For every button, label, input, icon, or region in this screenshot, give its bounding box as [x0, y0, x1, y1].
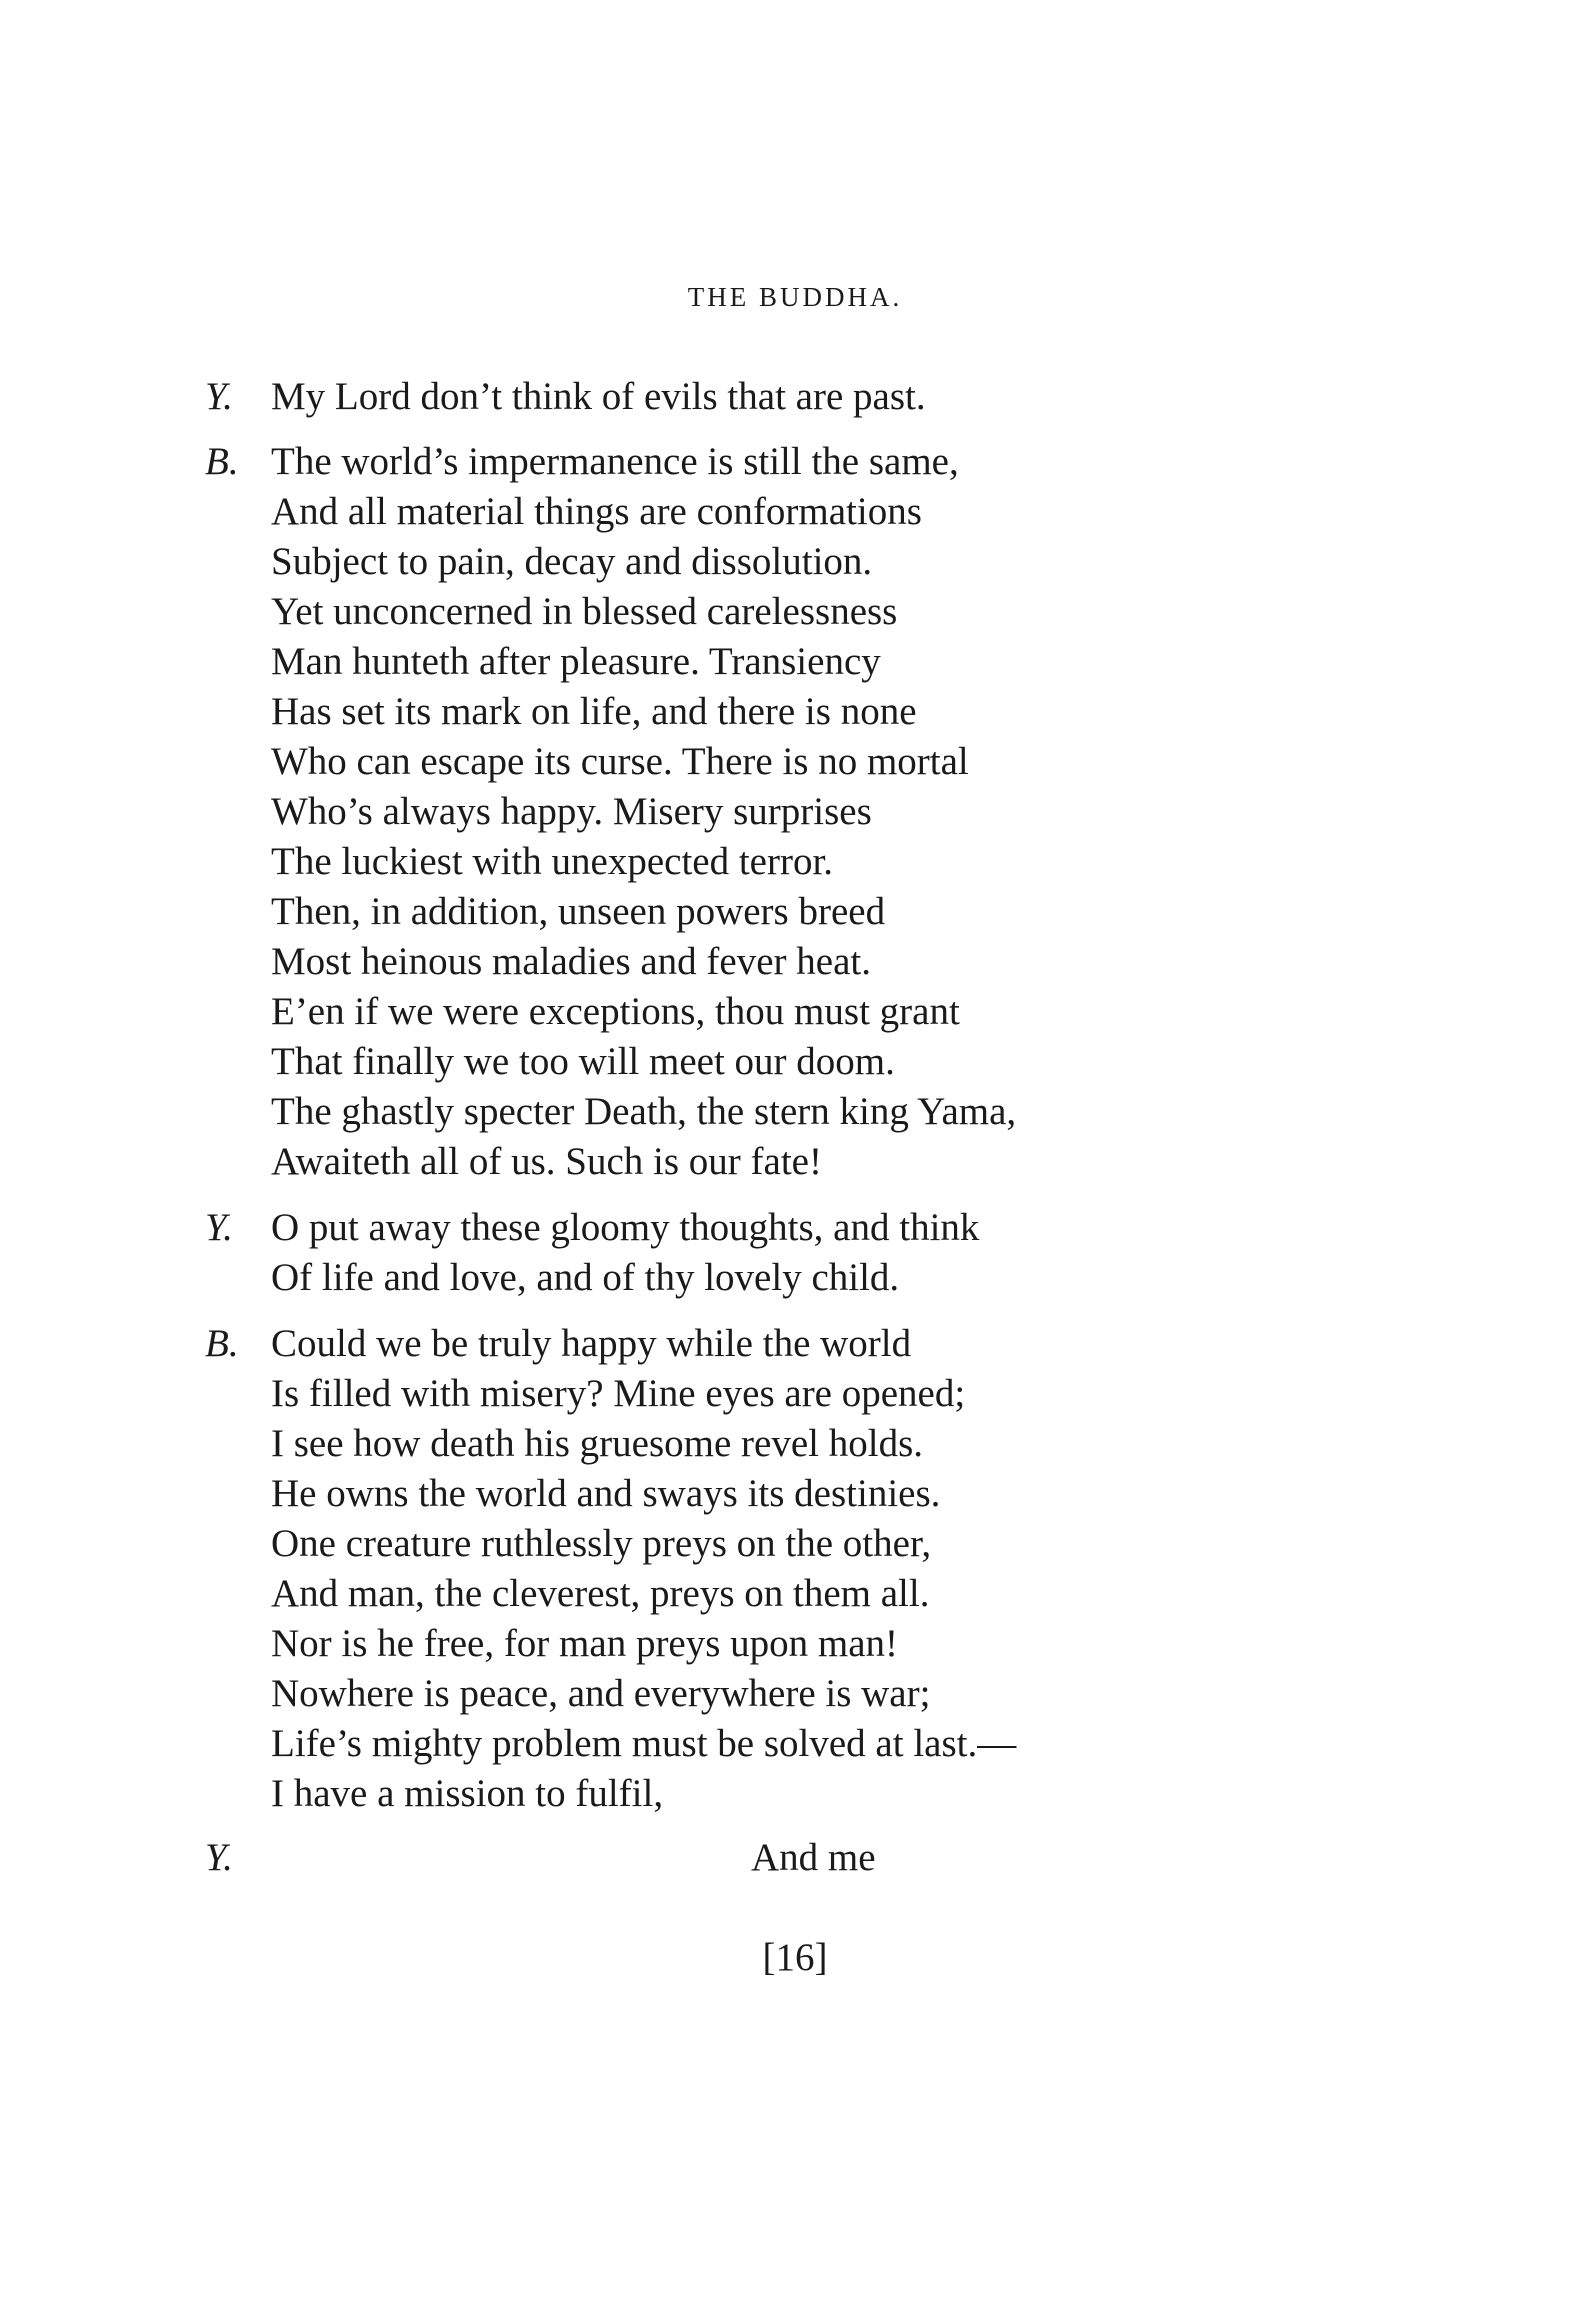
verse-line: Of life and love, and of thy lovely child.: [271, 1256, 900, 1299]
verse-line: Is filled with misery? Mine eyes are opened;: [271, 1372, 966, 1415]
verse-line: Yet unconcerned in blessed carelessness: [271, 590, 898, 633]
verse-line: The world’s impermanence is still the same,: [271, 440, 959, 483]
verse-line: Awaiteth all of us. Such is our fate!: [271, 1140, 822, 1183]
page-number: [16]: [762, 1936, 828, 1979]
verse-line: Has set its mark on life, and there is none: [271, 690, 917, 733]
verse-line: The ghastly specter Death, the stern king Yama,: [271, 1090, 1017, 1133]
speaker-label: Y.: [205, 375, 233, 418]
running-head: THE BUDDHA.: [687, 282, 903, 312]
verse-line: Could we be truly happy while the world: [271, 1322, 912, 1365]
speaker-label: Y.: [205, 1836, 233, 1879]
verse-line: And all material things are conformations: [271, 490, 922, 533]
verse-line: Who can escape its curse. There is no mortal: [271, 740, 969, 783]
stanza-lines: [271, 1203, 979, 1303]
verse-line: I have a mission to fulfil,: [271, 1772, 664, 1815]
verse-line: One creature ruthlessly preys on the other,: [271, 1522, 932, 1565]
verse-line: The luckiest with unexpected terror.: [271, 840, 834, 883]
verse-line: E’en if we were exceptions, thou must grant: [271, 990, 960, 1033]
stanza-lines: [271, 1319, 1016, 1819]
speaker-label: Y.: [205, 1206, 233, 1249]
stanza-lines: [271, 437, 1016, 1187]
verse-line: Who’s always happy. Misery surprises: [271, 790, 872, 833]
speaker-label: B.: [205, 440, 239, 483]
verse-line: O put away these gloomy thoughts, and think: [271, 1206, 980, 1249]
verse-line: Most heinous maladies and fever heat.: [271, 940, 871, 983]
verse-line: Nowhere is peace, and everywhere is war;: [271, 1672, 931, 1715]
verse-line: My Lord don’t think of evils that are past.: [271, 375, 926, 418]
verse-line: Then, in addition, unseen powers breed: [271, 890, 886, 933]
verse-line: Nor is he free, for man preys upon man!: [271, 1622, 899, 1665]
verse-line: Subject to pain, decay and dissolution.: [271, 540, 873, 583]
stanza-lines: [751, 1833, 876, 1883]
stanza-lines: [271, 372, 926, 422]
verse-line: And man, the cleverest, preys on them all.: [271, 1572, 930, 1615]
verse-line: Man hunteth after pleasure. Transiency: [271, 640, 881, 683]
verse-line: And me: [751, 1836, 876, 1879]
verse-line: That finally we too will meet our doom.: [271, 1040, 895, 1083]
verse-line: Life’s mighty problem must be solved at last.—: [271, 1722, 1017, 1765]
verse-line: I see how death his gruesome revel holds.: [271, 1422, 923, 1465]
verse-line: He owns the world and sways its destinies.: [271, 1472, 941, 1515]
speaker-label: B.: [205, 1322, 239, 1365]
